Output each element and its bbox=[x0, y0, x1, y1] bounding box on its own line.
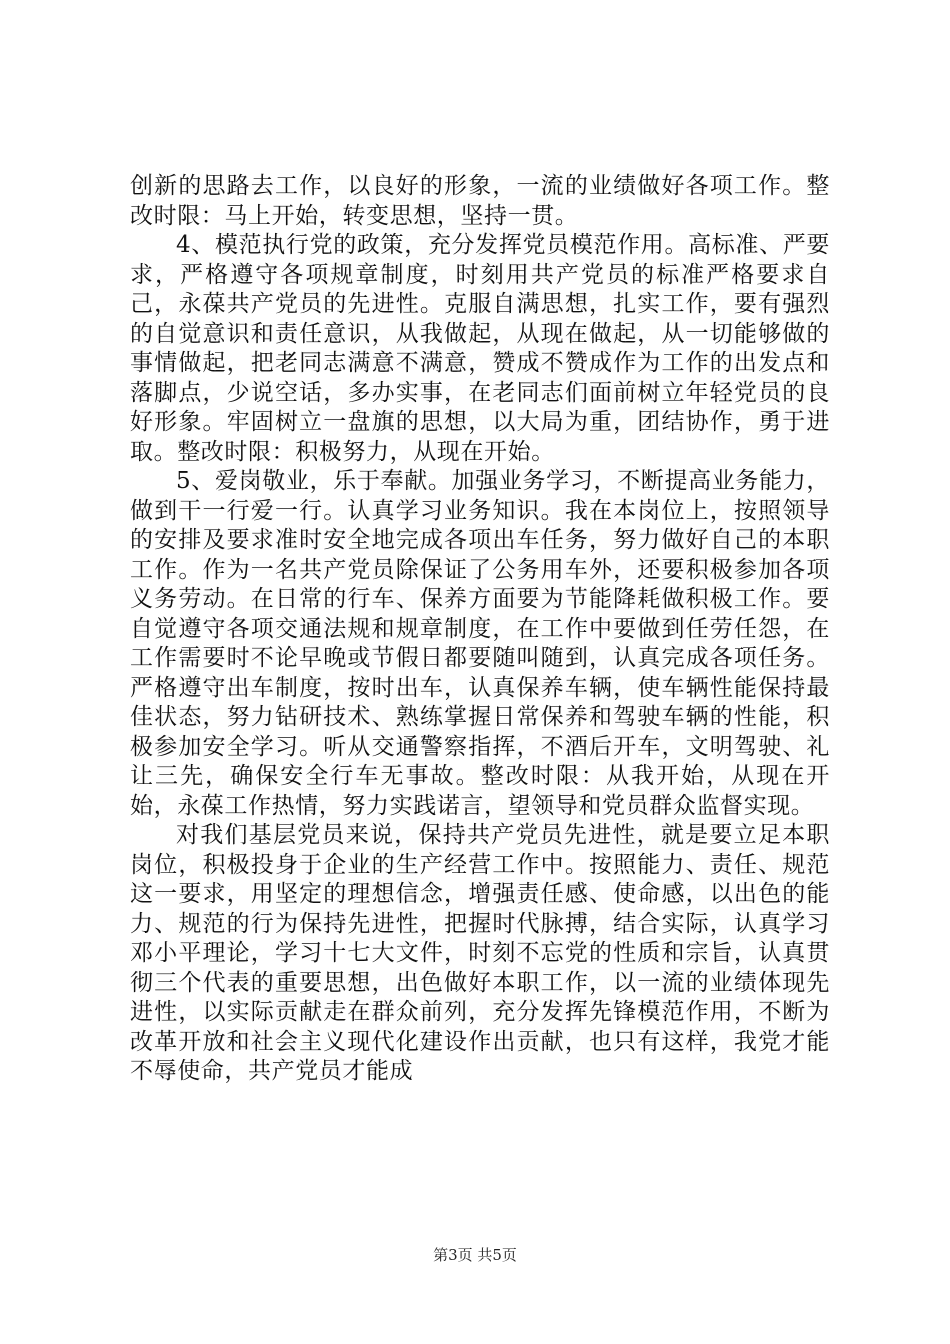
page-number-footer: 第3页 共5页 bbox=[433, 1246, 517, 1264]
paragraph: 创新的思路去工作，以良好的形象，一流的业绩做好各项工作。整改时限：马上开始，转变思想，坚持一贯。 bbox=[130, 173, 830, 229]
paragraph: 4、模范执行党的政策，充分发挥党员模范作用。高标准、严要求，严格遵守各项规章制度，时刻用共产党员的标准严格要求自己，永葆共产党员的先进性。克服自满思想，扎实工作，要有强烈的自觉意识和责任意识，从我做起，从现在做起，从一切能够做的事情做起，把老同志满意不满意，赞成不赞成作为工作的出发点和落脚点，少说空话，多办实事，在老同志们面前树立年轻党员的良好形象。牢固树立一盘旗的思想，以大局为重，团结协作，勇于进取。整改时限：积极努力，从现在开始。 bbox=[130, 232, 830, 465]
paragraph: 对我们基层党员来说，保持共产党员先进性，就是要立足本职岗位，积极投身于企业的生产经营工作中。按照能力、责任、规范这一要求，用坚定的理想信念，增强责任感、使命感，以出色的能力、规范的行为保持先进性，把握时代脉搏，结合实际，认真学习邓小平理论，学习十七大文件，时刻不忘党的性质和宗旨，认真贯彻三个代表的重要思想，出色做好本职工作，以一流的业绩体现先进性，以实际贡献走在群众前列，充分发挥先锋模范作用，不断为改革开放和社会主义现代化建设作出贡献，也只有这样，我党才能不辱使命，共产党员才能成 bbox=[130, 822, 830, 1084]
document-body bbox=[130, 172, 830, 1087]
paragraph: 5、爱岗敬业，乐于奉献。加强业务学习，不断提高业务能力，做到干一行爱一行。认真学习业务知识。我在本岗位上，按照领导的安排及要求准时安全地完成各项出车任务，努力做好自己的本职工作。作为一名共产党员除保证了公务用车外，还要积极参加各项义务劳动。在日常的行车、保养方面要为节能降耗做积极工作。要自觉遵守各项交通法规和规章制度，在工作中要做到任劳任怨，在工作需要时不论早晚或节假日都要随叫随到，认真完成各项任务。严格遵守出车制度，按时出车，认真保养车辆，使车辆性能保持最佳状态，努力钻研技术、熟练掌握日常保养和驾驶车辆的性能，积极参加安全学习。听从交通警察指挥，不酒后开车，文明驾驶、礼让三先，确保安全行车无事故。整改时限：从我开始，从现在开始，永葆工作热情，努力实践诺言，望领导和党员群众监督实现。 bbox=[130, 468, 830, 819]
